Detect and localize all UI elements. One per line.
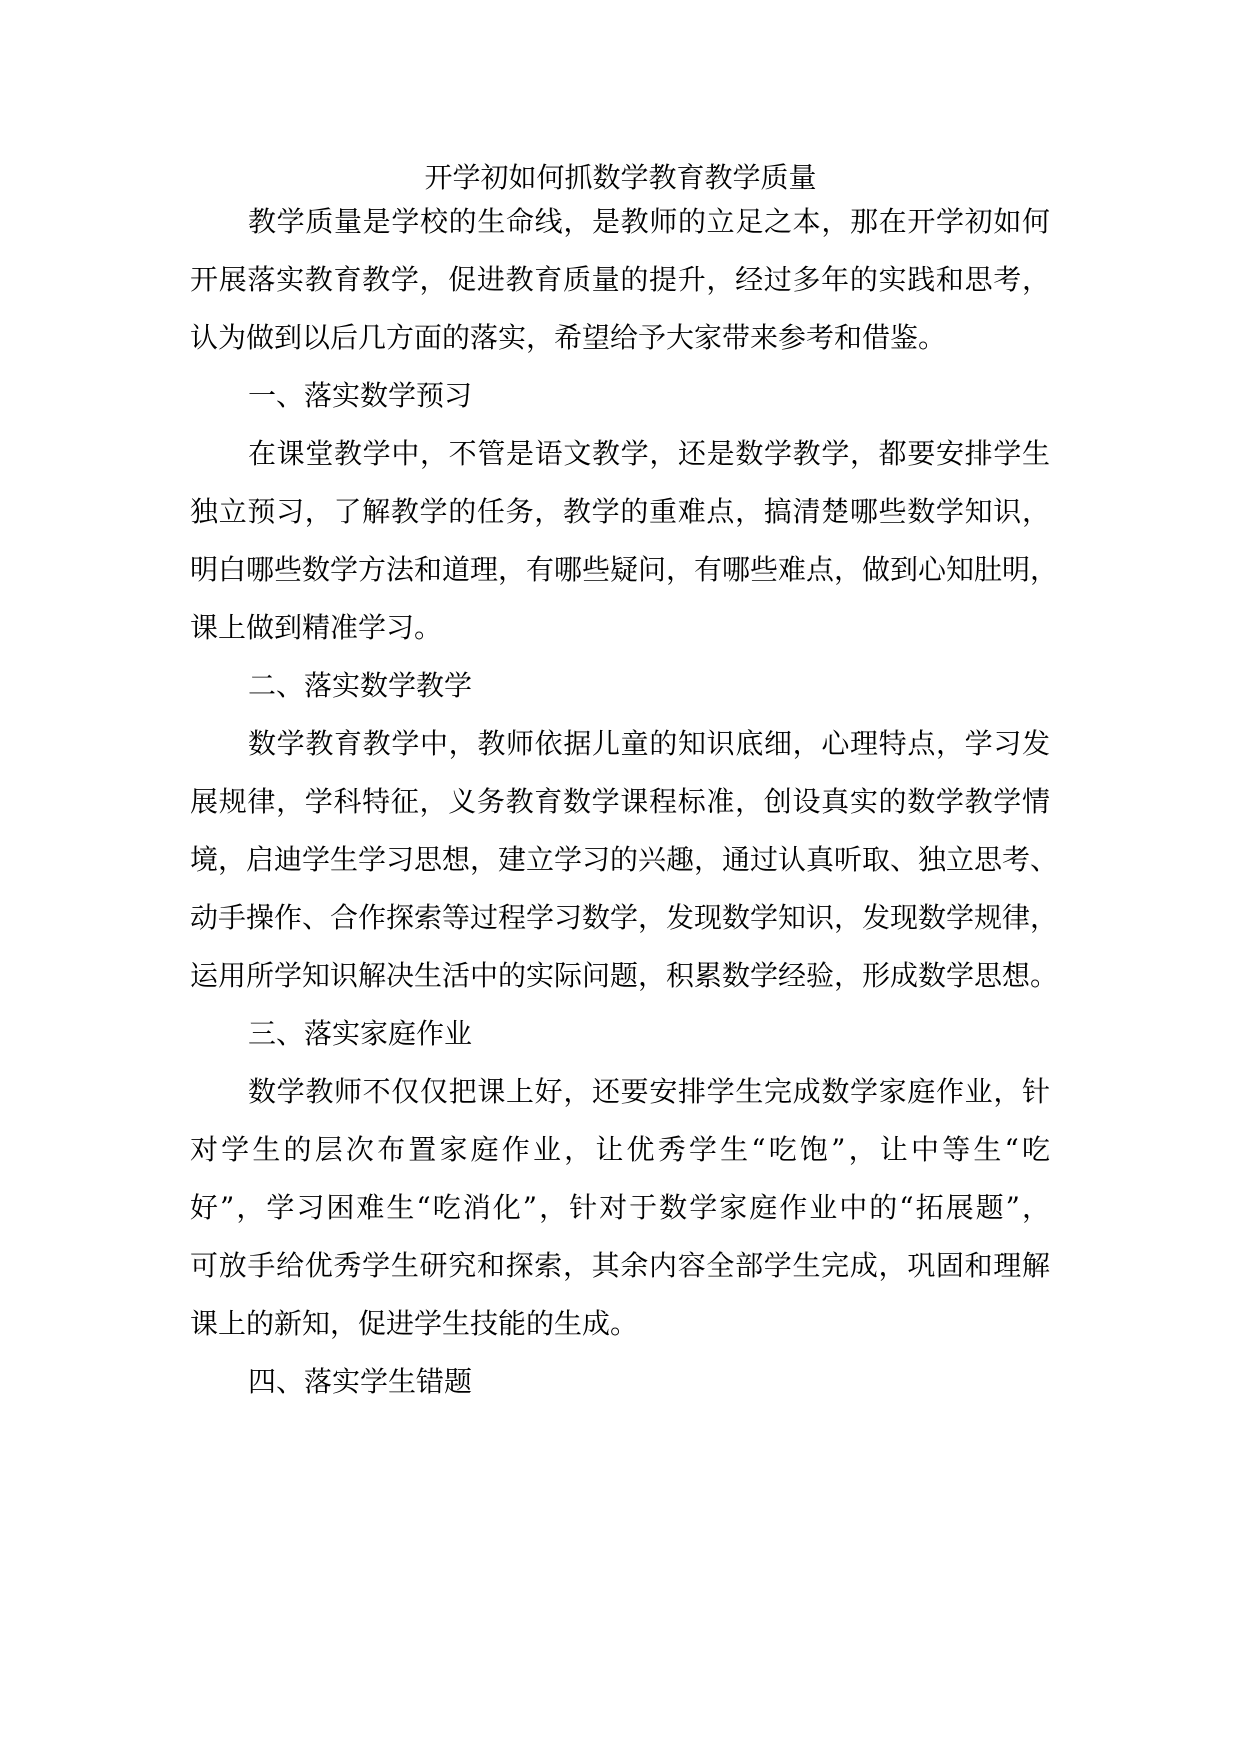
intro-line: 开展落实教育教学，促进教育质量的提升，经过多年的实践和思考， <box>190 263 1050 296</box>
paragraph-line: 数学教师不仅仅把课上好，还要安排学生完成数学家庭作业，针 <box>248 1075 1050 1108</box>
paragraph-line: 好”，学习困难生“吃消化”，针对于数学家庭作业中的“拓展题”， <box>190 1191 1050 1224</box>
paragraph-line: 课上做到精准学习。 <box>190 611 443 644</box>
paragraph-line: 对学生的层次布置家庭作业，让优秀学生“吃饱”，让中等生“吃 <box>190 1133 1050 1166</box>
paragraph-line: 展规律，学科特征，义务教育数学课程标准，创设真实的数学教学情 <box>190 785 1050 818</box>
paragraph-line: 运用所学知识解决生活中的实际问题，积累数学经验，形成数学思想。 <box>190 959 1059 992</box>
paragraph-line: 境，启迪学生学习思想，建立学习的兴趣，通过认真听取、独立思考、 <box>190 843 1059 876</box>
paragraph-line: 明白哪些数学方法和道理，有哪些疑问，有哪些难点，做到心知肚明， <box>190 553 1059 586</box>
paragraph-line: 在课堂教学中，不管是语文教学，还是数学教学，都要安排学生 <box>248 437 1050 470</box>
section-heading: 一、落实数学预习 <box>248 379 473 412</box>
section-heading: 二、落实数学教学 <box>248 669 473 702</box>
section-heading: 三、落实家庭作业 <box>248 1017 473 1050</box>
intro-line: 教学质量是学校的生命线，是教师的立足之本，那在开学初如何 <box>248 205 1050 238</box>
paragraph-line: 可放手给优秀学生研究和探索，其余内容全部学生完成，巩固和理解 <box>190 1249 1050 1282</box>
intro-line: 认为做到以后几方面的落实，希望给予大家带来参考和借鉴。 <box>190 321 947 354</box>
document-title: 开学初如何抓数学教育教学质量 <box>424 161 817 194</box>
paragraph-line: 数学教育教学中，教师依据儿童的知识底细，心理特点，学习发 <box>248 727 1050 760</box>
paragraph-line: 动手操作、合作探索等过程学习数学，发现数学知识，发现数学规律， <box>190 901 1059 934</box>
section-heading: 四、落实学生错题 <box>248 1365 473 1398</box>
paragraph-line: 独立预习，了解教学的任务，教学的重难点，搞清楚哪些数学知识， <box>190 495 1050 528</box>
paragraph-line: 课上的新知，促进学生技能的生成。 <box>190 1307 639 1340</box>
